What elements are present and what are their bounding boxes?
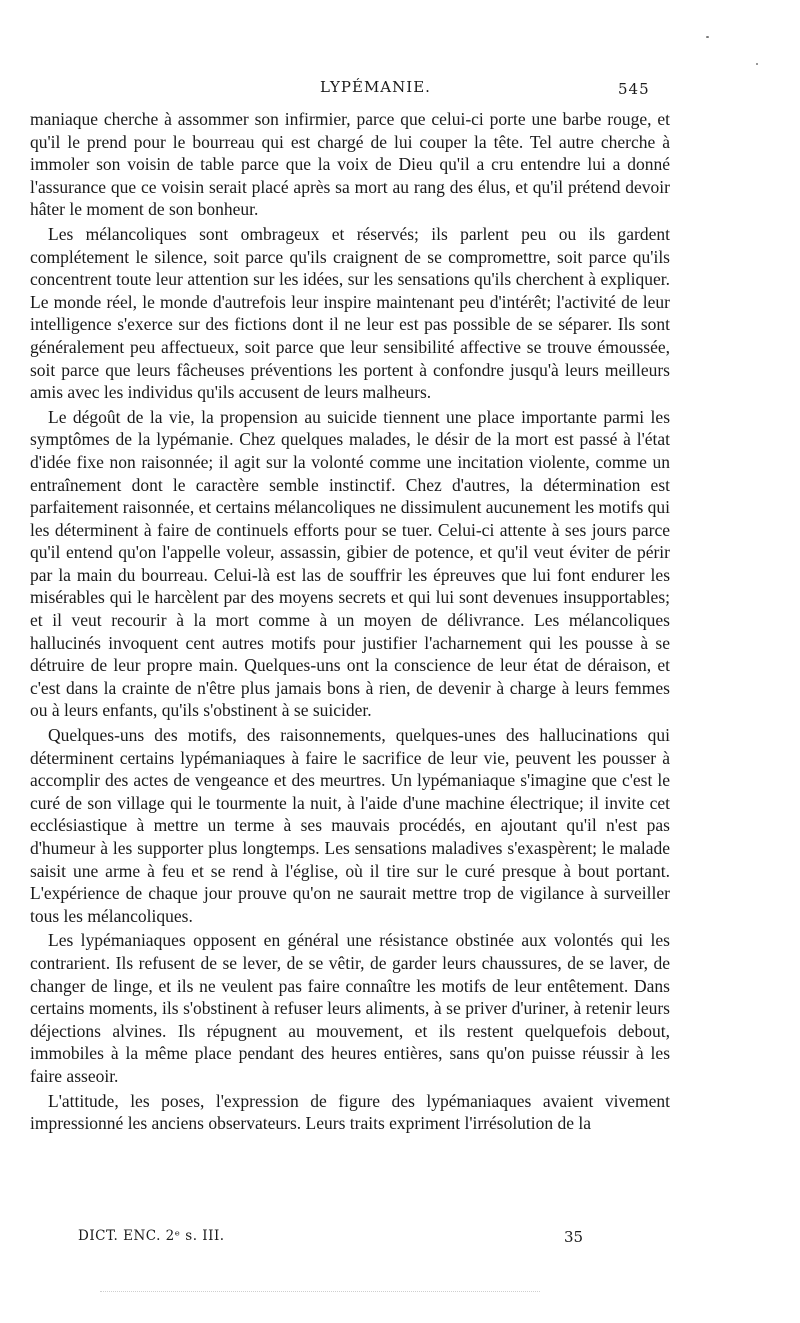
paragraph: L'attitude, les poses, l'expression de figure des lypémaniaques avaient vivement impressionné les anciens observateurs. Leurs traits expriment l'irrésolution de la <box>30 1090 670 1134</box>
speck-mark <box>756 63 758 65</box>
page-number: 545 <box>618 80 650 98</box>
paragraph: Quelques-uns des motifs, des raisonnements, quelques-unes des hallucinations qui déterminent certains lypémaniaques à faire le sacrifice de leur vie, peuvent les pousser à accomplir des actes de vengeance et des meurtres. Un lypémaniaque s'imagine que c'est le curé de son village qui le tourmente la nuit, à l'aide d'une machine électrique; il invite cet ecclésiastique à mettre un terme à ses mauvais procédés, en ajoutant qu'il n'est pas d'humeur à les supporter plus longtemps. Les sensations maladives s'exaspèrent; le malade saisit une arme à feu et se rend à l'église, où il tire sur le curé presque à bout portant. L'expérience de chaque jour prouve qu'on ne saurait mettre trop de vigilance à surveiller tous les mélancoliques. <box>30 725 670 926</box>
paragraph: Le dégoût de la vie, la propension au suicide tiennent une place importante parmi les symptômes de la lypémanie. Chez quelques malades, le désir de la mort est passé à l'état d'idée fixe non raisonnée; il agit sur la volonté comme une incitation violente, comme un entraînement dont le caractère semble instinctif. Chez d'autres, la détermination est parfaitement raisonnée, et certains mélancoliques ne dissimulent aucunement les motifs qui les déterminent à faire de continuels efforts pour se tuer. Celui-ci attente à ses jours parce qu'il entend qu'on l'appelle voleur, assassin, gibier de potence, et qu'il veut éviter de périr par la main du bourreau. Celui-là est las de souffrir les épreuves que lui font endurer les misérables qui le harcèlent par des moyens secrets et qui lui sont devenues insupportables; et il veut recourir à la mort comme à un moyen de délivrance. Les mélancoliques hallucinés invoquent cent autres motifs pour justifier l'acharnement qui les pousse à se détruire de leur propre main. Quelques-uns ont la conscience de leur état de déraison, et c'est dans la crainte de n'être plus jamais bons à rien, de devenir à charge à leurs femmes ou à leurs enfants, qu'ils s'obstinent à se suicider. <box>30 406 671 721</box>
running-title: LYPÉMANIE. <box>320 78 431 96</box>
bleed-through-trace <box>100 1291 540 1292</box>
paragraph: Les mélancoliques sont ombrageux et réservés; ils parlent peu ou ils gardent complétement le silence, soit parce qu'ils craignent de se compromettre, soit parce qu'ils concentrent toute leur attention sur les idées, sur les sensations qu'ils cherchent à expliquer. Le monde réel, le monde d'autrefois leur inspire maintenant peu d'intérêt; l'activité de leur intelligence s'exerce sur des fictions dont il ne leur est pas possible de se séparer. Ils sont généralement peu affectueux, soit parce que leur sensibilité affective se trouve émoussée, soit parce que leurs fâcheuses préventions les portent à confondre jusqu'à leurs meilleurs amis avec les individus qu'ils accusent de leurs malheurs. <box>30 223 670 403</box>
paragraph-continued: maniaque cherche à assommer son infirmier, parce que celui-ci porte une barbe rouge, et qu'il le prend pour le bourreau qui est chargé de lui couper la tête. Tel autre cherche à immoler son voisin de table parce que la voix de Dieu qu'il a cru entendre lui a donné l'assurance que ce voisin serait placé après sa mort au rang des élus, et qu'il prétend devoir hâter le moment de son bonheur. <box>30 109 670 220</box>
signature-leaf-number: 35 <box>564 1228 584 1246</box>
body-text <box>30 108 670 1137</box>
printer-signature: DICT. ENC. 2ᵉ s. III. <box>78 1228 225 1244</box>
speck-mark <box>706 36 709 38</box>
paragraph: Les lypémaniaques opposent en général une résistance obstinée aux volontés qui les contrarient. Ils refusent de se lever, de se vêtir, de garder leurs chaussures, de se laver, de changer de linge, et ils ne veulent pas faire connaître les motifs de leur entêtement. Dans certains moments, ils s'obstinent à refuser leurs aliments, à se priver d'uriner, à retenir leurs déjections alvines. Ils répugnent au mouvement, et ils restent quelquefois debout, immobiles à la même place pendant des heures entières, sans qu'on puisse réussir à les faire asseoir. <box>30 930 670 1086</box>
